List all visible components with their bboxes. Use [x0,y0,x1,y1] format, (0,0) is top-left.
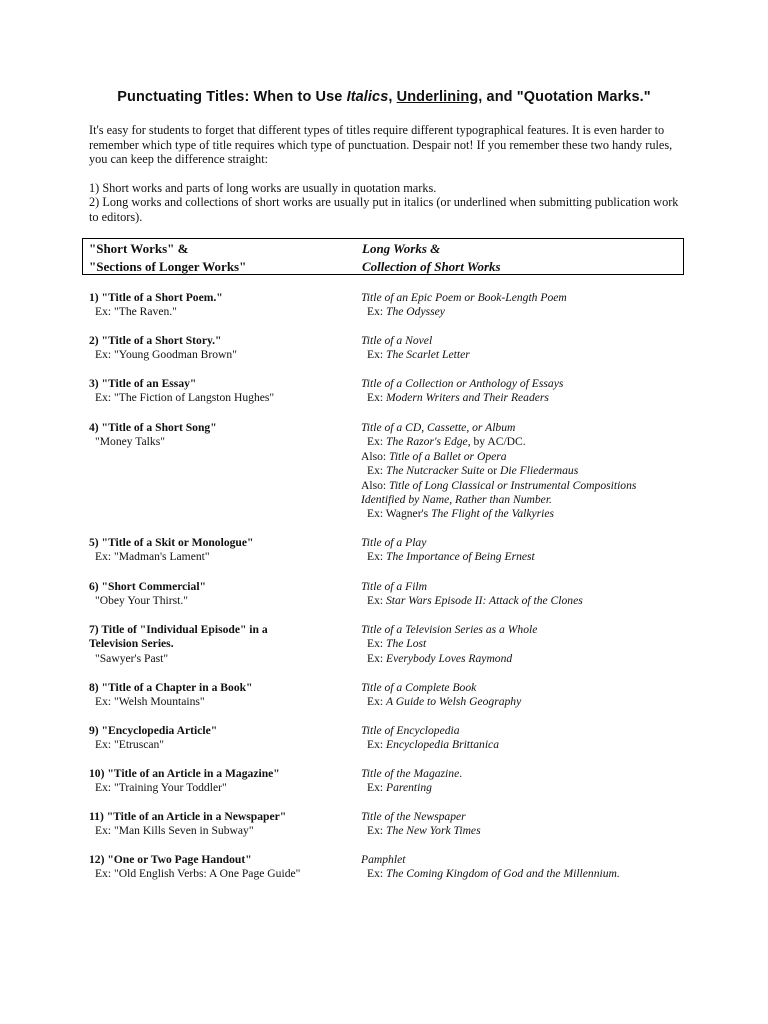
short-work-example: "Obey Your Thirst." [95,594,188,608]
long-work-title: Title of a Film [361,580,428,593]
long-work-title: Title of the Newspaper [361,810,466,823]
long-work-example-2: Ex: Everybody Loves Raymond [367,651,513,665]
short-work-title: 3) "Title of an Essay" [89,377,197,390]
title-comma: , [388,89,397,105]
short-work-title: 11) "Title of an Article in a Newspaper" [89,810,287,823]
long-work-title: Pamphlet [361,853,406,866]
short-work-example: Ex: "Young Goodman Brown" [95,348,237,362]
also-compositions-example: Ex: Wagner's The Flight of the Valkyries [367,507,555,521]
rule-1: 1) Short works and parts of long works are usually in quotation marks. [89,180,437,195]
short-work-example: "Sawyer's Past" [95,651,169,665]
header-long-works [362,240,501,276]
short-work-title: 8) "Title of a Chapter in a Book" [89,681,253,694]
short-work-title: 10) "Title of an Article in a Magazine" [89,767,280,780]
also-compositions-line-2: Identified by Name, Rather than Number. [361,493,552,507]
short-work-example: Ex: "Madman's Lament" [95,550,210,564]
short-work-example: Ex: "Man Kills Seven in Subway" [95,824,254,838]
long-work-example: Ex: The Odyssey [367,305,445,319]
short-work-title: 6) "Short Commercial" [89,580,206,593]
title-text-end: , and "Quotation Marks." [478,89,651,105]
long-work-example: Ex: The New York Times [367,824,481,838]
long-work-title: Title of an Epic Poem or Book-Length Poem [361,291,567,304]
long-work-example: Ex: Parenting [367,781,432,795]
long-work-title: Title of Encyclopedia [361,724,460,737]
title-italics-word: Italics [346,89,389,105]
header-left-line-1: "Short Works" & [89,241,189,256]
short-work-title-line-2: Television Series. [89,637,174,651]
long-work-example: Ex: The Razor's Edge, by AC/DC. [367,435,526,449]
long-work-example: Ex: The Scarlet Letter [367,348,470,362]
short-work-title: 9) "Encyclopedia Article" [89,724,218,737]
short-work-example: Ex: "Training Your Toddler" [95,781,227,795]
short-work-example: Ex: "The Raven." [95,305,177,319]
long-work-title: Title of a Collection or Anthology of Essays [361,377,564,390]
short-work-title: 1) "Title of a Short Poem." [89,291,223,304]
rule-2: 2) Long works and collections of short works are usually put in italics (or underlined when submitting publication work to editors). [89,195,679,224]
page-title [0,89,768,105]
long-work-title: Title of a Novel [361,334,433,347]
long-work-example: Ex: Star Wars Episode II: Attack of the Clones [367,594,583,608]
short-work-example: Ex: "Old English Verbs: A One Page Guide" [95,867,301,881]
long-work-example: Ex: The Coming Kingdom of God and the Millennium. [367,867,620,881]
long-work-title: Title of a Play [361,536,427,549]
intro-section [89,123,689,224]
long-work-example: Ex: Encyclopedia Brittanica [367,738,500,752]
long-work-title: Title of a CD, Cassette, or Album [361,421,516,434]
short-work-title: 12) "One or Two Page Handout" [89,853,252,866]
short-work-title: 5) "Title of a Skit or Monologue" [89,536,254,549]
long-work-title: Title of a Complete Book [361,681,477,694]
short-work-example: Ex: "Etruscan" [95,738,165,752]
long-work-example: Ex: Modern Writers and Their Readers [367,391,549,405]
short-work-title: 7) Title of "Individual Episode" in a [89,623,268,636]
header-right-line-2: Collection of Short Works [362,259,501,274]
short-work-example: Ex: "The Fiction of Langston Hughes" [95,391,275,405]
column-header-box [82,238,684,275]
long-work-example: Ex: The Importance of Being Ernest [367,550,535,564]
header-left-line-2: "Sections of Longer Works" [89,259,247,274]
header-right-line-1: Long Works & [362,241,441,256]
short-work-example: "Money Talks" [95,435,165,449]
long-work-example: Ex: A Guide to Welsh Geography [367,695,522,709]
title-text-start: Punctuating Titles: When to Use [117,89,347,105]
also-ballet-example: Ex: The Nutcracker Suite or Die Fliedermaus [367,464,579,478]
long-work-title: Title of the Magazine. [361,767,463,780]
intro-paragraph: It's easy for students to forget that different types of titles require different typographical features. It is even harder to remember which type of title requires which type of punctuation. Despair not! If you remember these two handy rules, you can keep the difference straight: [89,123,673,166]
long-work-title: Title of a Television Series as a Whole [361,623,538,636]
also-ballet-opera: Also: Title of a Ballet or Opera [361,449,507,463]
short-work-title: 4) "Title of a Short Song" [89,421,217,434]
also-compositions: Also: Title of Long Classical or Instrumental Compositions [361,478,637,492]
long-work-example: Ex: The Lost [367,637,427,651]
header-short-works [89,240,246,276]
short-work-example: Ex: "Welsh Mountains" [95,695,205,709]
short-work-title: 2) "Title of a Short Story." [89,334,222,347]
title-underlining-word: Underlining [396,89,479,105]
